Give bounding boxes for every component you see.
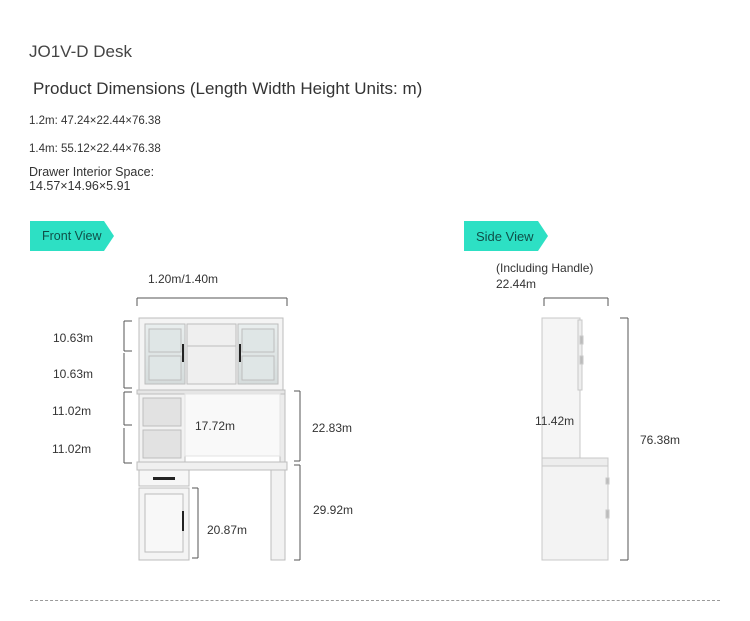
left-dim-1: 10.63m bbox=[53, 331, 94, 345]
cabinet-height-label: 20.87m bbox=[207, 523, 248, 537]
upper-height-label: 22.83m bbox=[312, 421, 353, 435]
side-view-drawing bbox=[542, 318, 609, 560]
side-total-height-label: 76.38m bbox=[640, 433, 681, 447]
side-depth-value: 22.44m bbox=[496, 277, 537, 291]
inner-shelf-height-label: 17.72m bbox=[195, 419, 236, 433]
drawer-interior-label: Drawer Interior Space: bbox=[29, 165, 155, 179]
spec-1-4m: 1.4m: 55.12×22.44×76.38 bbox=[29, 143, 161, 155]
left-dim-2: 10.63m bbox=[53, 367, 94, 381]
page-title: JO1V-D Desk bbox=[29, 42, 132, 61]
spec-1-2m: 1.2m: 47.24×22.44×76.38 bbox=[29, 115, 161, 127]
left-dim-3: 11.02m bbox=[52, 404, 92, 418]
side-depth-note: (Including Handle) bbox=[496, 261, 594, 275]
lower-height-label: 29.92m bbox=[313, 503, 354, 517]
tab-front-view: Front View bbox=[30, 221, 104, 251]
side-upper-depth-label: 11.42m bbox=[535, 414, 575, 428]
left-dim-4: 11.02m bbox=[52, 442, 92, 456]
dimensions-heading: Product Dimensions (Length Width Height Units: m) bbox=[33, 79, 423, 98]
section-divider bbox=[30, 600, 720, 601]
drawer-interior-value: 14.57×14.96×5.91 bbox=[29, 179, 131, 193]
front-width-label: 1.20m/1.40m bbox=[148, 272, 219, 286]
tab-side-view: Side View bbox=[464, 221, 538, 251]
